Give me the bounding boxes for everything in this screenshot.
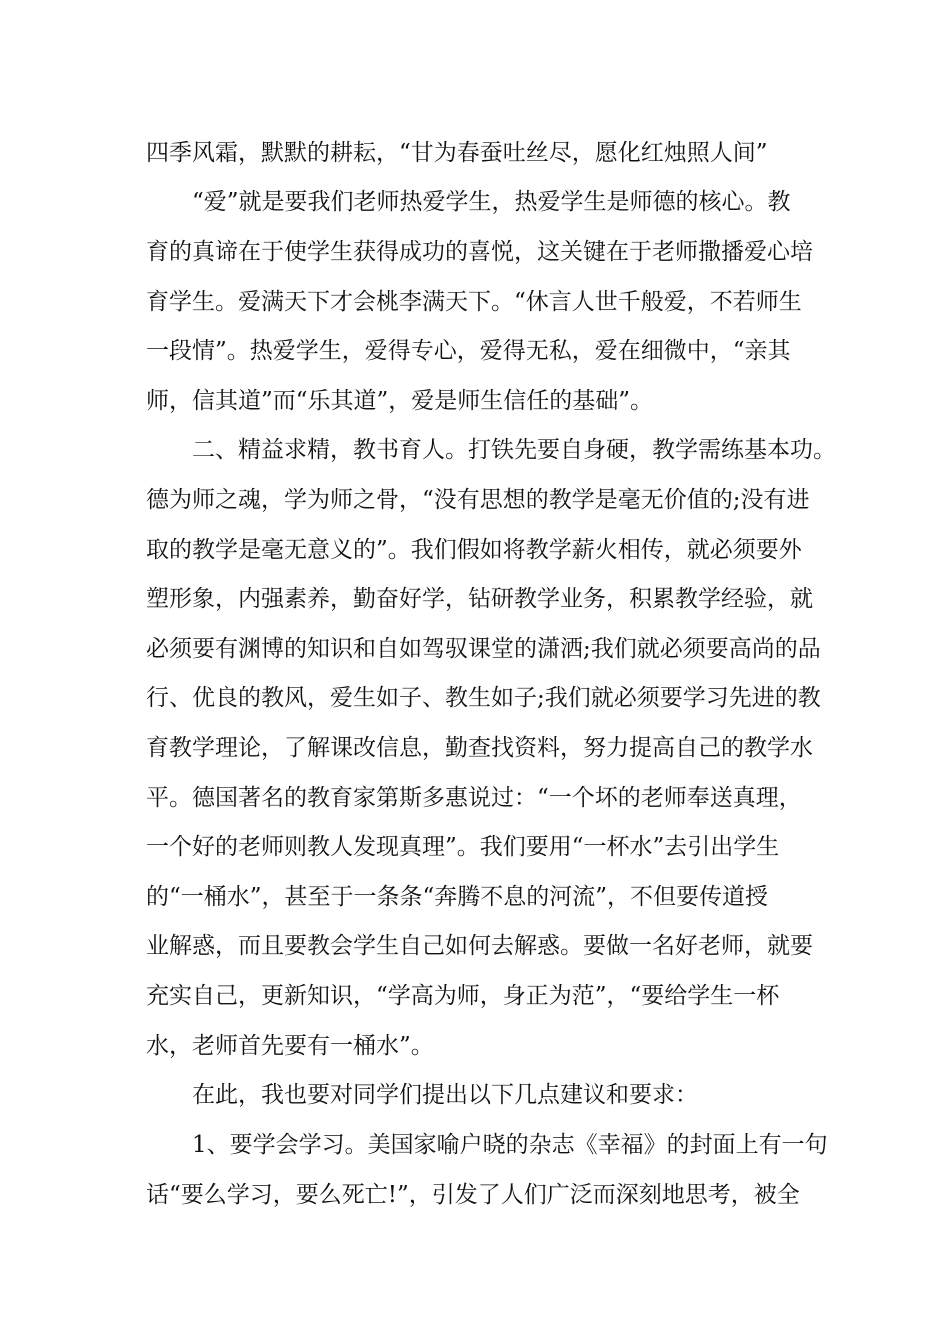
text-line-22: 话“要么学习，要么死亡!”，引发了人们广泛而深刻地思考，被全 bbox=[146, 1182, 800, 1208]
text-line-16: 的“一桶水”，甚至于一条条“奔腾不息的河流”，不但要传道授 bbox=[146, 884, 769, 910]
text-line-21: 1、要学会学习。美国家喻户晓的杂志《幸福》的封面上有一句 bbox=[192, 1132, 828, 1158]
text-line-7: 二、精益求精，教书育人。打铁先要自身硬，教学需练基本功。 bbox=[192, 437, 836, 463]
text-line-3: 育的真谛在于使学生获得成功的喜悦，这关键在于老师撒播爱心培 bbox=[146, 239, 813, 265]
text-line-13: 育教学理论，了解课改信息，勤查找资料，努力提高自己的教学水 bbox=[146, 735, 813, 761]
text-line-18: 充实自己，更新知识，“学高为师，身正为范”，“要给学生一杯 bbox=[146, 983, 780, 1009]
text-line-11: 必须要有渊博的知识和自如驾驭课堂的潇洒;我们就必须要高尚的品 bbox=[146, 636, 821, 662]
text-line-14: 平。德国著名的教育家第斯多惠说过：“一个坏的老师奉送真理， bbox=[146, 785, 802, 811]
text-line-19: 水，老师首先要有一桶水”。 bbox=[146, 1033, 434, 1059]
text-line-10: 塑形象，内强素养，勤奋好学，钻研教学业务，积累教学经验，就 bbox=[146, 586, 813, 612]
text-line-17: 业解惑，而且要教会学生自己如何去解惑。要做一名好老师，就要 bbox=[146, 933, 813, 959]
text-line-5: 一段情”。热爱学生，爱得专心，爱得无私，爱在细微中，“亲其 bbox=[146, 338, 791, 364]
text-line-6: 师，信其道”而“乐其道”，爱是师生信任的基础”。 bbox=[146, 388, 654, 414]
text-line-8: 德为师之魂，学为师之骨，“没有思想的教学是毫无价值的;没有进 bbox=[146, 487, 810, 513]
text-line-20: 在此，我也要对同学们提出以下几点建议和要求： bbox=[192, 1082, 698, 1108]
text-line-4: 育学生。爱满天下才会桃李满天下。“休言人世千般爱，不若师生 bbox=[146, 289, 802, 315]
text-line-9: 取的教学是毫无意义的”。我们假如将教学薪火相传，就必须要外 bbox=[146, 537, 802, 563]
text-line-12: 行、优良的教风，爱生如子、教生如子;我们就必须要学习先进的教 bbox=[146, 685, 821, 711]
text-line-2: “爱”就是要我们老师热爱学生，热爱学生是师德的核心。教 bbox=[192, 189, 791, 215]
text-line-15: 一个好的老师则教人发现真理”。我们要用“一杯水”去引出学生 bbox=[146, 834, 780, 860]
text-line-1: 四季风霜，默默的耕耘，“甘为春蚕吐丝尽，愿化红烛照人间” bbox=[146, 140, 768, 166]
